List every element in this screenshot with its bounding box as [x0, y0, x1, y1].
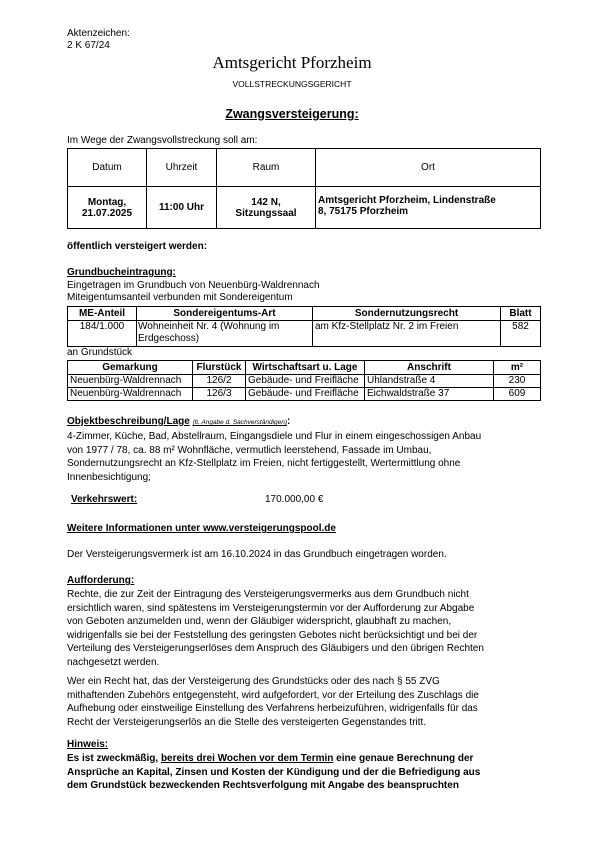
cell-ort: Amtsgericht Pforzheim, Lindenstraße 8, 75175 Pforzheim	[316, 187, 541, 229]
header-uhrzeit: Uhrzeit	[147, 149, 217, 187]
grundstueck-table	[67, 360, 541, 401]
grundbuch-table	[67, 306, 541, 347]
header-raum: Raum	[217, 149, 316, 187]
table-row	[68, 375, 541, 388]
header-sondereigentum: Sondereigentums-Art	[137, 307, 313, 321]
case-number-label: Aktenzeichen:	[67, 28, 130, 39]
court-subtitle: VOLLSTRECKUNGSGERICHT	[232, 79, 352, 89]
an-grundstueck: an Grundstück	[67, 347, 133, 358]
cell-anschrift: Uhlandstraße 4	[365, 375, 494, 388]
document-title: Zwangsversteigerung:	[225, 107, 359, 121]
cell-flurstueck: 126/3	[193, 388, 246, 401]
header-anschrift: Anschrift	[365, 361, 494, 375]
aufforderung-text: Rechte, die zur Zeit der Eintragung des Versteigerungsvermerks aus dem Grundbuch nicht ersichtlich waren, sind spätestens im Versteigerungstermin vor der Aufforderung zur Abgabe von Geboten anzumelden und, wenn der Gläubiger widerspricht, glaubhaft zu machen, widrigenfalls sie bei der Feststellung des geringsten Gebotes nicht berücksichtigt und bei der Verteilung des Versteigerungserlöses dem Anspruch des Gläubigers und den übrigen Rechten nachgesetzt werden.	[67, 589, 484, 668]
grundbuch-line2: Miteigentumsanteil verbunden mit Sondereigentum	[67, 292, 293, 303]
grundbuch-line1: Eingetragen im Grundbuch von Neuenbürg-Waldrennach	[67, 279, 320, 291]
cell-art: Wohneinheit Nr. 4 (Wohnung im Erdgeschoss)	[137, 321, 313, 347]
table-row	[68, 388, 541, 401]
objekt-description: 4-Zimmer, Küche, Bad, Abstellraum, Eingangsdiele und Flur in einem eingeschossigen Anbau von 1977 / 78, ca. 88 m² Wohnfläche, vermutlich leerstehend, Fassade im Umbau, Sondernutzungsrecht an Kfz-Stellplatz im Freien, nicht fertiggestellt, Wertermittlung ohne Innenbesichtigung;	[67, 431, 482, 483]
header-flurstueck: Flurstück	[193, 361, 246, 375]
cell-raum: 142 N, Sitzungssaal	[217, 187, 316, 229]
cell-wirtschaftsart: Gebäude- und Freifläche	[246, 375, 365, 388]
cell-uhrzeit: 11:00 Uhr	[147, 187, 217, 229]
court-name: Amtsgericht Pforzheim	[212, 53, 372, 72]
case-number: 2 K 67/24	[67, 40, 110, 51]
verkehrswert-value: 170.000,00 €	[265, 494, 324, 505]
header-datum: Datum	[68, 149, 147, 187]
vermerk-text: Der Versteigerungsvermerk ist am 16.10.2024 in das Grundbuch eingetragen worden.	[67, 549, 447, 560]
hinweis-text: Es ist zweckmäßig, bereits drei Wochen vor dem Termin eine genaue Berechnung der Ansprüche an Kapital, Zinsen und Kosten der Kündigung und der die Befriedigung aus dem Grundstück bezweckenden Rechtsverfolgung mit Angabe des beanspruchten	[67, 753, 481, 791]
objekt-heading: Objektbeschreibung/Lage (lt. Angabe d. Sachverständigen):	[67, 416, 291, 427]
cell-wirtschaftsart: Gebäude- und Freifläche	[246, 388, 365, 401]
appointment-table	[67, 148, 541, 229]
grundbuch-heading: Grundbucheintragung:	[67, 267, 176, 278]
header-gemarkung: Gemarkung	[68, 361, 193, 375]
header-blatt: Blatt	[501, 307, 541, 321]
case-number-block	[67, 28, 130, 52]
header-wirtschaftsart: Wirtschaftsart u. Lage	[246, 361, 365, 375]
header-ort: Ort	[316, 149, 541, 187]
cell-blatt: 582	[501, 321, 541, 347]
versteigert-text: öffentlich versteigert werden:	[67, 241, 208, 252]
header-flaeche: m²	[494, 361, 541, 375]
cell-datum: Montag, 21.07.2025	[68, 187, 147, 229]
header-me-anteil: ME-Anteil	[68, 307, 137, 321]
cell-anschrift: Eichwaldstraße 37	[365, 388, 494, 401]
weitere-informationen: Weitere Informationen unter www.versteigerungspool.de	[67, 523, 336, 534]
cell-anteil: 184/1.000	[68, 321, 137, 347]
cell-flaeche: 230	[494, 375, 541, 388]
cell-flaeche: 609	[494, 388, 541, 401]
aufforderung-text-2: Wer ein Recht hat, das der Versteigerung des Grundstücks oder des nach § 55 ZVG mithaftenden Zubehörs entgegensteht, wird aufgefordert, vor der Erteilung des Zuschlags die Aufhebung oder einstweilige Einstellung des Verfahrens herbeizuführen, widrigenfalls für das Recht der Versteigerungserlös an die Stelle des versteigerten Gegenstandes tritt.	[67, 676, 479, 728]
header-sondernutzung: Sondernutzungsrecht	[313, 307, 501, 321]
aufforderung-heading: Aufforderung:	[67, 575, 135, 586]
grundbuch-block	[67, 267, 320, 305]
cell-gemarkung: Neuenbürg-Waldrennach	[68, 388, 193, 401]
hinweis-heading: Hinweis:	[67, 739, 109, 750]
cell-sondernutzung: am Kfz-Stellplatz Nr. 2 im Freien	[313, 321, 501, 347]
verkehrswert-label: Verkehrswert:	[71, 494, 138, 505]
intro-text: Im Wege der Zwangsvollstreckung soll am:	[67, 135, 258, 146]
cell-gemarkung: Neuenbürg-Waldrennach	[68, 375, 193, 388]
cell-flurstueck: 126/2	[193, 375, 246, 388]
